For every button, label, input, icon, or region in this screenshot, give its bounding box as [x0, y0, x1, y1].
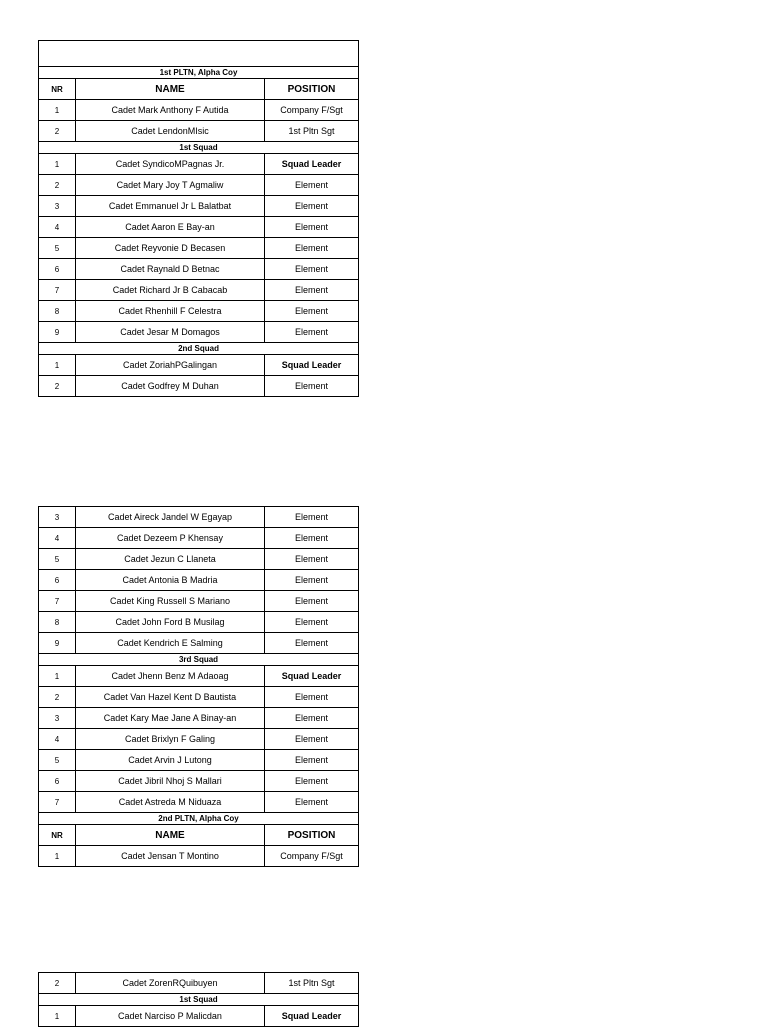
- name-cell: Cadet Jhenn Benz M Adaoag: [76, 666, 265, 687]
- table-row: [39, 507, 359, 528]
- nr-cell: 1: [39, 1006, 76, 1027]
- table-row: [39, 591, 359, 612]
- table-row: [39, 301, 359, 322]
- nr-cell: 5: [39, 750, 76, 771]
- name-cell: Cadet Richard Jr B Cabacab: [76, 280, 265, 301]
- name-cell: Cadet Kary Mae Jane A Binay-an: [76, 708, 265, 729]
- section-heading: 2nd PLTN, Alpha Coy: [39, 813, 359, 825]
- name-cell: Cadet Emmanuel Jr L Balatbat: [76, 196, 265, 217]
- position-cell: Element: [265, 528, 359, 549]
- position-cell: Company F/Sgt: [265, 846, 359, 867]
- position-cell: Element: [265, 570, 359, 591]
- position-cell: Element: [265, 750, 359, 771]
- table-row: [39, 771, 359, 792]
- position-cell: Element: [265, 196, 359, 217]
- name-cell: Cadet Godfrey M Duhan: [76, 376, 265, 397]
- position-cell: 1st Pltn Sgt: [265, 121, 359, 142]
- table-row: [39, 708, 359, 729]
- table-row: [39, 280, 359, 301]
- nr-cell: 8: [39, 301, 76, 322]
- column-header-row: [39, 825, 359, 846]
- table-row: [39, 355, 359, 376]
- name-header: NAME: [76, 79, 265, 100]
- table-row: [39, 196, 359, 217]
- section-heading: 2nd Squad: [39, 343, 359, 355]
- section-heading-row: [39, 994, 359, 1006]
- position-cell: Element: [265, 376, 359, 397]
- name-cell: Cadet SyndicoMPagnas Jr.: [76, 154, 265, 175]
- section-heading-row: [39, 67, 359, 79]
- nr-cell: 2: [39, 376, 76, 397]
- table-row: [39, 259, 359, 280]
- table-row: [39, 666, 359, 687]
- nr-cell: 3: [39, 507, 76, 528]
- position-cell: Element: [265, 708, 359, 729]
- blank-header-row: [39, 41, 359, 67]
- nr-cell: 7: [39, 280, 76, 301]
- name-cell: Cadet Aireck Jandel W Egayap: [76, 507, 265, 528]
- name-cell: Cadet John Ford B Musilag: [76, 612, 265, 633]
- nr-cell: 1: [39, 666, 76, 687]
- nr-header: NR: [39, 79, 76, 100]
- name-cell: Cadet Dezeem P Khensay: [76, 528, 265, 549]
- section-heading-row: [39, 654, 359, 666]
- column-header-row: [39, 79, 359, 100]
- position-cell: Element: [265, 591, 359, 612]
- name-cell: Cadet King Russell S Mariano: [76, 591, 265, 612]
- table-row: [39, 528, 359, 549]
- table-row: [39, 570, 359, 591]
- roster-table-page-3: [38, 972, 359, 1027]
- position-cell: Element: [265, 729, 359, 750]
- position-cell: Element: [265, 322, 359, 343]
- name-header: NAME: [76, 825, 265, 846]
- position-cell: Element: [265, 259, 359, 280]
- nr-cell: 1: [39, 846, 76, 867]
- name-cell: Cadet Mark Anthony F Autida: [76, 100, 265, 121]
- table-row: [39, 973, 359, 994]
- name-cell: Cadet LendonMIsic: [76, 121, 265, 142]
- nr-cell: 6: [39, 259, 76, 280]
- nr-cell: 5: [39, 549, 76, 570]
- name-cell: Cadet Arvin J Lutong: [76, 750, 265, 771]
- name-cell: Cadet ZorenRQuibuyen: [76, 973, 265, 994]
- position-cell: Squad Leader: [265, 355, 359, 376]
- position-cell: Company F/Sgt: [265, 100, 359, 121]
- name-cell: Cadet Astreda M Niduaza: [76, 792, 265, 813]
- roster-table-page-1: [38, 40, 359, 397]
- table-row: [39, 1006, 359, 1027]
- nr-cell: 2: [39, 175, 76, 196]
- name-cell: Cadet ZoriahPGalingan: [76, 355, 265, 376]
- table-row: [39, 633, 359, 654]
- table-row: [39, 612, 359, 633]
- name-cell: Cadet Mary Joy T Agmaliw: [76, 175, 265, 196]
- position-cell: Squad Leader: [265, 666, 359, 687]
- nr-cell: 4: [39, 729, 76, 750]
- table-row: [39, 376, 359, 397]
- name-cell: Cadet Narciso P Malicdan: [76, 1006, 265, 1027]
- position-cell: Element: [265, 238, 359, 259]
- nr-cell: 6: [39, 570, 76, 591]
- nr-cell: 2: [39, 121, 76, 142]
- position-cell: Element: [265, 549, 359, 570]
- section-heading: 1st Squad: [39, 994, 359, 1006]
- nr-cell: 1: [39, 100, 76, 121]
- table-row: [39, 322, 359, 343]
- position-cell: Element: [265, 175, 359, 196]
- nr-cell: 9: [39, 322, 76, 343]
- position-cell: Element: [265, 792, 359, 813]
- section-heading-row: [39, 343, 359, 355]
- nr-cell: 5: [39, 238, 76, 259]
- position-cell: Squad Leader: [265, 1006, 359, 1027]
- section-heading-row: [39, 813, 359, 825]
- nr-cell: 6: [39, 771, 76, 792]
- position-cell: Element: [265, 612, 359, 633]
- table-row: [39, 687, 359, 708]
- nr-cell: 1: [39, 355, 76, 376]
- table-row: [39, 100, 359, 121]
- name-cell: Cadet Aaron E Bay-an: [76, 217, 265, 238]
- position-cell: Element: [265, 771, 359, 792]
- position-cell: Element: [265, 633, 359, 654]
- name-cell: Cadet Reyvonie D Becasen: [76, 238, 265, 259]
- table-row: [39, 549, 359, 570]
- nr-cell: 3: [39, 708, 76, 729]
- position-cell: Element: [265, 280, 359, 301]
- table-row: [39, 729, 359, 750]
- position-cell: Element: [265, 687, 359, 708]
- name-cell: Cadet Kendrich E Salming: [76, 633, 265, 654]
- nr-header: NR: [39, 825, 76, 846]
- table-row: [39, 121, 359, 142]
- roster-table-page-2: [38, 506, 359, 867]
- name-cell: Cadet Brixlyn F Galing: [76, 729, 265, 750]
- section-heading: 1st Squad: [39, 142, 359, 154]
- nr-cell: 4: [39, 528, 76, 549]
- name-cell: Cadet Jezun C Llaneta: [76, 549, 265, 570]
- nr-cell: 1: [39, 154, 76, 175]
- name-cell: Cadet Jensan T Montino: [76, 846, 265, 867]
- nr-cell: 9: [39, 633, 76, 654]
- section-heading: 3rd Squad: [39, 654, 359, 666]
- position-header: POSITION: [265, 79, 359, 100]
- nr-cell: 8: [39, 612, 76, 633]
- section-heading-row: [39, 142, 359, 154]
- nr-cell: 3: [39, 196, 76, 217]
- name-cell: Cadet Antonia B Madria: [76, 570, 265, 591]
- position-cell: 1st Pltn Sgt: [265, 973, 359, 994]
- name-cell: Cadet Van Hazel Kent D Bautista: [76, 687, 265, 708]
- name-cell: Cadet Jibril Nhoj S Mallari: [76, 771, 265, 792]
- name-cell: Cadet Jesar M Domagos: [76, 322, 265, 343]
- nr-cell: 7: [39, 591, 76, 612]
- table-row: [39, 792, 359, 813]
- blank-cell: [39, 41, 359, 67]
- position-cell: Element: [265, 217, 359, 238]
- position-header: POSITION: [265, 825, 359, 846]
- position-cell: Element: [265, 301, 359, 322]
- table-row: [39, 750, 359, 771]
- table-row: [39, 238, 359, 259]
- name-cell: Cadet Rhenhill F Celestra: [76, 301, 265, 322]
- nr-cell: 2: [39, 973, 76, 994]
- table-row: [39, 154, 359, 175]
- nr-cell: 2: [39, 687, 76, 708]
- nr-cell: 7: [39, 792, 76, 813]
- position-cell: Element: [265, 507, 359, 528]
- table-row: [39, 217, 359, 238]
- nr-cell: 4: [39, 217, 76, 238]
- position-cell: Squad Leader: [265, 154, 359, 175]
- name-cell: Cadet Raynald D Betnac: [76, 259, 265, 280]
- section-heading: 1st PLTN, Alpha Coy: [39, 67, 359, 79]
- table-row: [39, 846, 359, 867]
- table-row: [39, 175, 359, 196]
